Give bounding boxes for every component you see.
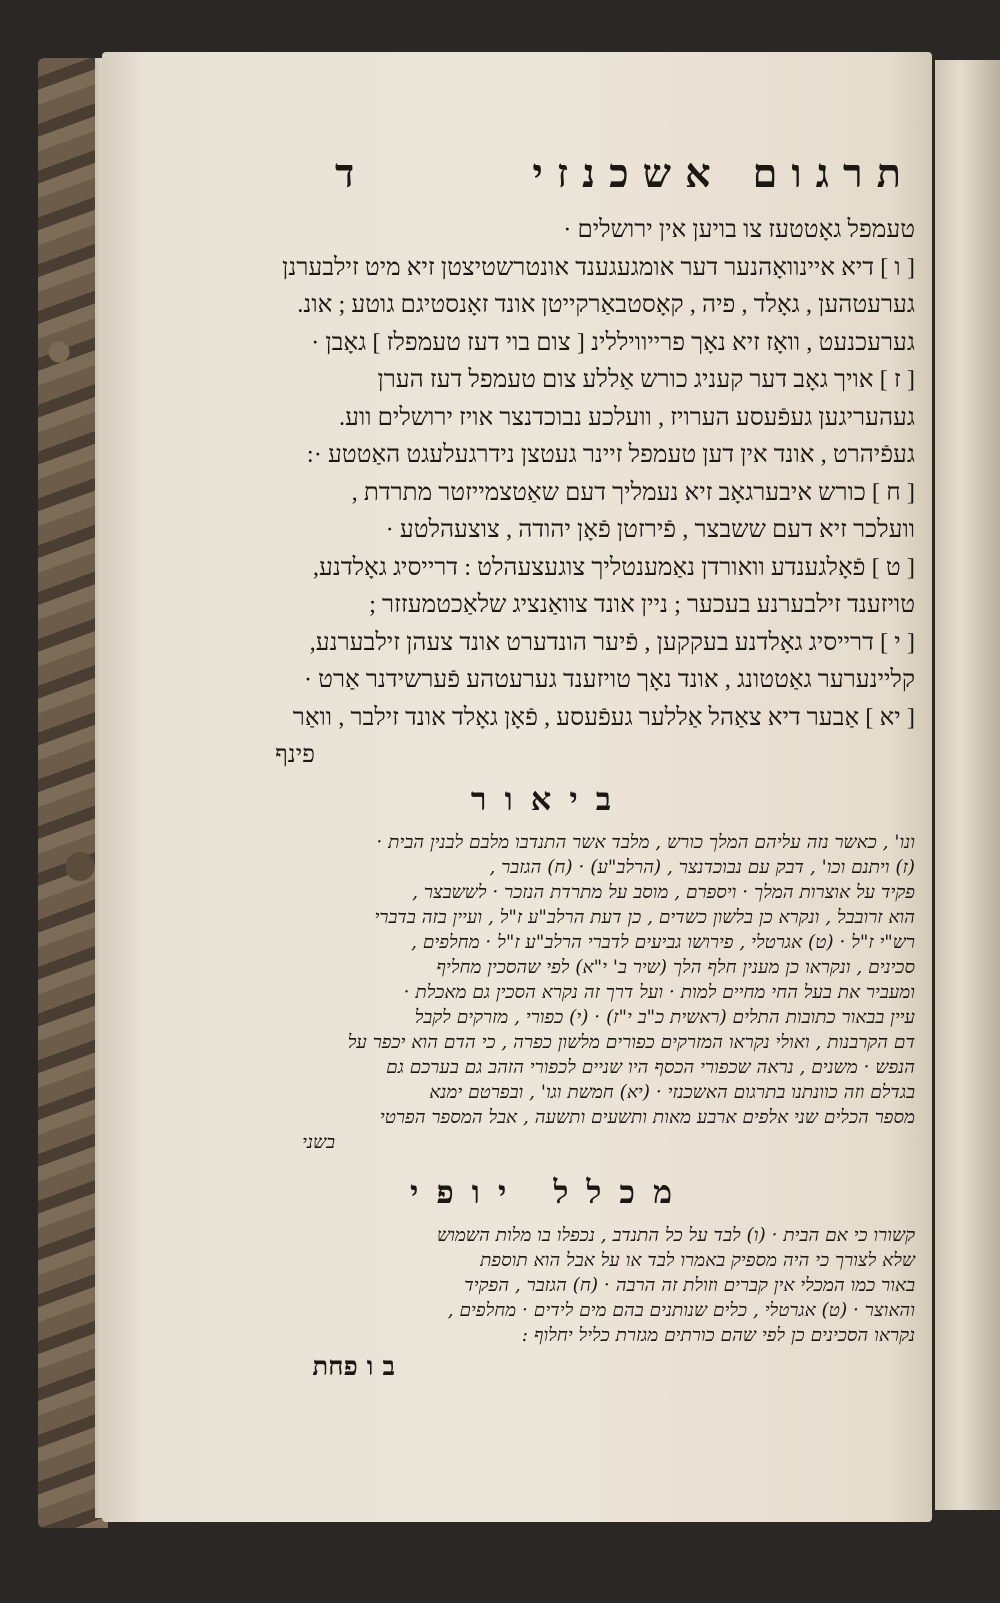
section-title-biur: ביאור: [470, 779, 630, 818]
commentary-line: הנפש · משנים , נראה שכפורי הכסף היו שניים לכפורי הזהב גם בערכם גם: [386, 1056, 915, 1078]
commentary-line: רש"י ז"ל · (ט) אגרטלי , פירושו גביעים לדברי הרלב"ע ז"ל · מחלפים ,: [411, 931, 915, 953]
commentary-line: הוא זרובבל , ונקרא כן בלשון כשדים , כן דעת הרלב"ע ז"ל , ועיין בזה בדברי: [374, 906, 915, 928]
running-header: [185, 150, 915, 197]
section-title-mikhlal-yofi: מכלל יופי: [409, 1172, 691, 1211]
commentary-line: נקראו הסכינים כן לפי שהם כורתים מגזרת כליל יחלוף :: [521, 1324, 915, 1346]
text-line: [ יא ] אַבער דיא צאַהל אַללער געפֿעסע , פֿאָן גאָלד אונד זילבר , וואַר: [292, 703, 915, 731]
commentary-line: פקיד על אוצרות המלך · ויספרם , מוסב על מתרדת הנזכר · לששבצר ,: [412, 881, 915, 903]
commentary-line: סכינים , ונקראו כן מענין חלף הלך (שיר ב' י"א) לפי שהסכין מחליף: [436, 956, 915, 978]
commentary-line: דם הקרבנות , ואולי נקראו המזרקים כפורים מלשון כפרה , כי הדם הוא יכפר על: [347, 1031, 915, 1053]
text-line: געהעריגען געפֿעסע הערויז , וועלכע נבוכדנצר אויז ירושלים ווע.: [338, 403, 915, 431]
commentary-line: (ז) ויתנם וכו' , דבק עם נבוכדנצר , (הרלב"ע) · (ח) הגזבר ,: [489, 856, 915, 878]
commentary-biur: [185, 830, 915, 1155]
text-line: טעמפל גאָטטעז צו בויען אין ירושלים ·: [563, 216, 915, 243]
commentary-line: ומעביר את בעל החי מחיים למות · ועל דרך זה נקרא הסכין גם מאכלת ·: [403, 981, 915, 1003]
page-edge-right: [935, 60, 1000, 1510]
catchword: פינף: [275, 741, 315, 768]
commentary-line: שלא לצורך כי היה מספיק באמרו לבד או על אבל הוא תוספת: [480, 1249, 915, 1271]
text-line: וועלכר זיא דעם ששבצר , פֿירזטן פֿאָן יהודה , צוצעהלטע ·: [385, 516, 915, 543]
signature-mark: ב ו פחת: [312, 1351, 395, 1382]
commentary-line: מספר הכלים שני אלפים ארבע מאות ותשעים ותשעה , אבל המספר הפרטי: [379, 1106, 915, 1128]
text-line: גערעכנעט , וואָז זיא נאָך פרייוויללינ [ צום בוי דעז טעמפלז ] גאָבן ·: [311, 328, 915, 356]
text-line: גערעטהען , גאָלד , פיה , קאָסטבאַרקייטן אונד זאָנסטיגם גוטע ; אונ.: [297, 291, 915, 318]
text-line: [ ט ] פֿאָלגענדע וואורדן נאַמענטליך צוגעצעהלט : דרייסיג גאָלדנע,: [312, 553, 915, 581]
text-line: טויזענד זילבערנע בעכער ; ניין אונד צוואַנציג שלאַכטמעזזר ;: [369, 591, 915, 618]
commentary-line: והאוצר · (ט) אגרטלי , כלים שנותנים בהם מים לידים · מחלפים ,: [447, 1299, 915, 1321]
text-line: קליינערער גאַטטונג , אונד נאָך טויזענד גערעטהע פֿערשידנר אַרט ·: [303, 666, 915, 693]
text-line: [ ז ] אויך גאָב דער קעניג כורש אַללע צום טעמפל דעז הערן: [377, 366, 915, 393]
commentary-mikhlal-yofi: [185, 1223, 915, 1348]
commentary-line: קשורו כי אם הבית · (ו) לבד על כל התנדב , נכפלו בו מלות השמוש: [437, 1224, 915, 1246]
translation-text: [185, 211, 915, 774]
page-number: ד: [335, 150, 355, 197]
text-line: [ ו ] דיא איינוואָהנער דער אומגעגענד אונטרשטיצטן זיא מיט זילבערנן: [282, 253, 915, 281]
page-content: [185, 140, 915, 1382]
commentary-line: ונו' , כאשר נזה עליהם המלך כורש , מלבד אשר התנדבו מלבם לבנין הבית ·: [376, 831, 915, 853]
running-title: תרגום אשכנזי: [532, 150, 915, 197]
text-line: געפֿיהרט , אונד אין דען טעמפל זיינר געטצן נידרגעלעגט האַטטע ·:: [306, 441, 915, 468]
catchword: בשני: [302, 1131, 335, 1153]
text-line: [ י ] דרייסיג גאָלדנע בעקקען , פֿיער הונדערט אונד צעהן זילבערנע,: [309, 628, 915, 656]
commentary-line: עיין בבאור כתובות התלים (ראשית כ"ב י"ז) · (י) כפורי , מזרקים לקבל: [414, 1006, 915, 1028]
text-line: [ ח ] כורש איבערגאָב זיא נעמליך דעם שאַטצמייזטר מתרדת ,: [351, 478, 915, 506]
commentary-line: באור כמו המכלי אין קברים וזולת זה הרבה · (ח) הגזבר , הפקיד: [464, 1274, 915, 1296]
commentary-line: בגדלם וזה כוונתנו בתרגום האשכנזי · (יא) חמשת וגו' , ובפרטם ימנא: [429, 1081, 915, 1103]
